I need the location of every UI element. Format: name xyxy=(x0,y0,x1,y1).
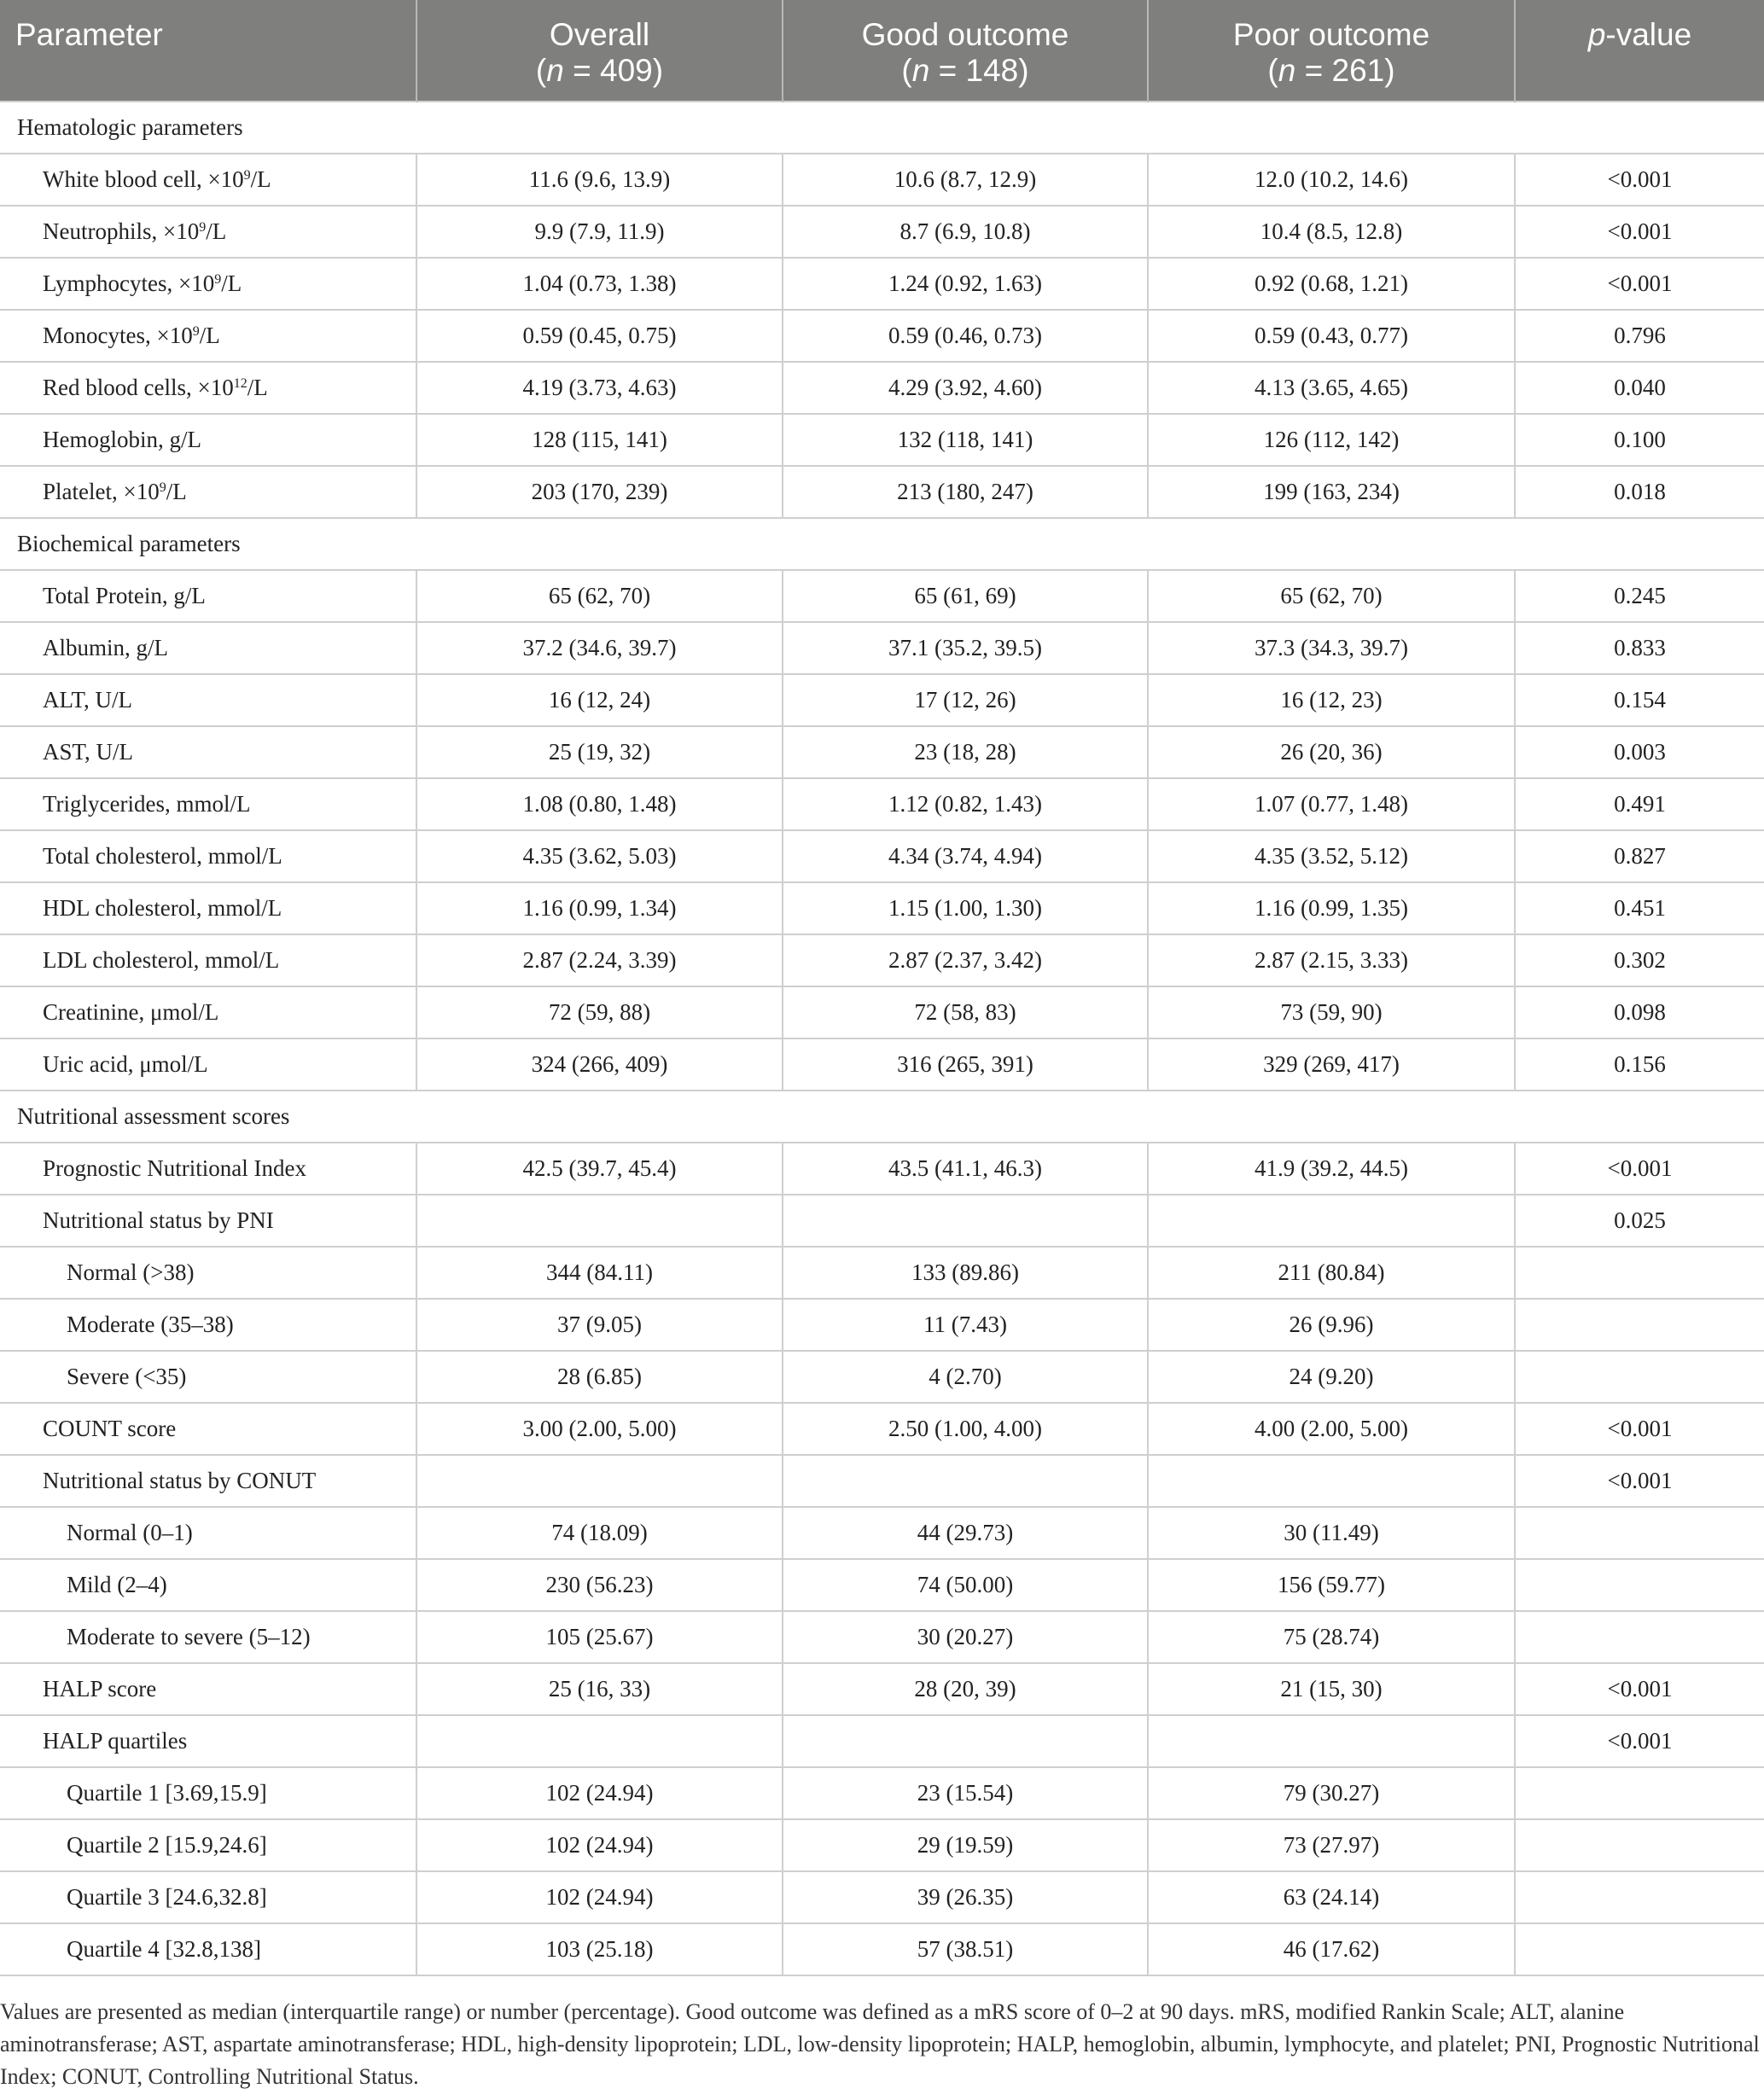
unit-suffix: /L xyxy=(247,375,268,400)
table-body xyxy=(0,102,1764,1975)
good-outcome-cell: 8.7 (6.9, 10.8) xyxy=(783,206,1148,258)
parameter-cell xyxy=(0,1247,416,1299)
parameter-cell xyxy=(0,1351,416,1403)
parameter-cell xyxy=(0,1299,416,1351)
parameter-label: Nutritional status by PNI xyxy=(43,1207,274,1233)
unit-suffix: /L xyxy=(221,270,242,296)
p-value-cell: 0.491 xyxy=(1515,778,1764,830)
good-outcome-cell: 28 (20, 39) xyxy=(783,1663,1148,1715)
good-outcome-cell xyxy=(783,1715,1148,1767)
parameter-label: Uric acid, μmol/L xyxy=(43,1051,208,1077)
section-row xyxy=(0,102,1764,154)
p-value-cell xyxy=(1515,1507,1764,1559)
section-title: Biochemical parameters xyxy=(0,518,1764,570)
table-row xyxy=(0,986,1764,1038)
good-outcome-cell: 43.5 (41.1, 46.3) xyxy=(783,1143,1148,1195)
parameter-label: Total cholesterol, mmol/L xyxy=(43,843,282,869)
parameter-cell xyxy=(0,310,416,362)
table-row xyxy=(0,830,1764,882)
unit-suffix: /L xyxy=(250,166,271,192)
overall-cell: 4.35 (3.62, 5.03) xyxy=(416,830,783,882)
good-outcome-cell: 17 (12, 26) xyxy=(783,674,1148,726)
poor-outcome-cell: 73 (27.97) xyxy=(1148,1819,1515,1871)
parameter-label: Total Protein, g/L xyxy=(43,583,206,608)
parameter-label: HALP quartiles xyxy=(43,1728,188,1754)
overall-cell: 11.6 (9.6, 13.9) xyxy=(416,154,783,206)
overall-cell: 25 (16, 33) xyxy=(416,1663,783,1715)
poor-outcome-cell: 21 (15, 30) xyxy=(1148,1663,1515,1715)
poor-outcome-cell: 211 (80.84) xyxy=(1148,1247,1515,1299)
p-value-cell: 0.003 xyxy=(1515,726,1764,778)
poor-outcome-cell: 30 (11.49) xyxy=(1148,1507,1515,1559)
overall-cell xyxy=(416,1195,783,1247)
parameter-cell xyxy=(0,1038,416,1091)
p-value-cell xyxy=(1515,1923,1764,1975)
parameter-label: Lymphocytes, ×10 xyxy=(43,270,215,296)
parameter-cell xyxy=(0,830,416,882)
subcategory-row xyxy=(0,1819,1764,1871)
good-outcome-cell: 2.87 (2.37, 3.42) xyxy=(783,934,1148,986)
poor-outcome-cell xyxy=(1148,1455,1515,1507)
table-row xyxy=(0,726,1764,778)
overall-cell: 28 (6.85) xyxy=(416,1351,783,1403)
parameter-label: Red blood cells, ×10 xyxy=(43,375,234,400)
header-good-n: (n = 148) xyxy=(901,53,1029,88)
parameter-label: Quartile 2 [15.9,24.6] xyxy=(67,1832,267,1858)
header-overall-n: (n = 409) xyxy=(535,53,664,88)
overall-cell: 37 (9.05) xyxy=(416,1299,783,1351)
unit-suffix: /L xyxy=(206,218,227,244)
header-overall xyxy=(416,0,783,102)
good-outcome-cell: 132 (118, 141) xyxy=(783,414,1148,466)
overall-cell: 102 (24.94) xyxy=(416,1819,783,1871)
poor-outcome-cell: 41.9 (39.2, 44.5) xyxy=(1148,1143,1515,1195)
good-outcome-cell: 316 (265, 391) xyxy=(783,1038,1148,1091)
header-overall-label: Overall xyxy=(549,17,650,52)
poor-outcome-cell xyxy=(1148,1715,1515,1767)
p-value-cell: <0.001 xyxy=(1515,206,1764,258)
poor-outcome-cell: 126 (112, 142) xyxy=(1148,414,1515,466)
parameter-cell xyxy=(0,466,416,518)
parameter-cell xyxy=(0,258,416,310)
overall-cell: 25 (19, 32) xyxy=(416,726,783,778)
subcategory-row xyxy=(0,1871,1764,1923)
subcategory-row xyxy=(0,1767,1764,1819)
table-row xyxy=(0,1663,1764,1715)
overall-cell: 65 (62, 70) xyxy=(416,570,783,622)
table-row xyxy=(0,570,1764,622)
p-value-cell: 0.833 xyxy=(1515,622,1764,674)
parameter-cell xyxy=(0,1403,416,1455)
table-row xyxy=(0,622,1764,674)
good-outcome-cell: 1.15 (1.00, 1.30) xyxy=(783,882,1148,934)
unit-exponent: 9 xyxy=(159,480,166,495)
overall-cell: 1.04 (0.73, 1.38) xyxy=(416,258,783,310)
header-parameter: Parameter xyxy=(0,0,416,102)
good-outcome-cell: 2.50 (1.00, 4.00) xyxy=(783,1403,1148,1455)
parameter-label: Platelet, ×10 xyxy=(43,479,160,504)
poor-outcome-cell: 26 (20, 36) xyxy=(1148,726,1515,778)
parameter-label: COUNT score xyxy=(43,1416,177,1441)
parameter-label: Prognostic Nutritional Index xyxy=(43,1155,306,1181)
overall-cell: 324 (266, 409) xyxy=(416,1038,783,1091)
p-value-cell: 0.025 xyxy=(1515,1195,1764,1247)
poor-outcome-cell: 65 (62, 70) xyxy=(1148,570,1515,622)
parameter-label: Quartile 3 [24.6,32.8] xyxy=(67,1884,267,1910)
parameter-cell xyxy=(0,1871,416,1923)
overall-cell xyxy=(416,1455,783,1507)
poor-outcome-cell: 10.4 (8.5, 12.8) xyxy=(1148,206,1515,258)
poor-outcome-cell: 4.35 (3.52, 5.12) xyxy=(1148,830,1515,882)
good-outcome-cell: 133 (89.86) xyxy=(783,1247,1148,1299)
parameter-cell xyxy=(0,1923,416,1975)
poor-outcome-cell: 73 (59, 90) xyxy=(1148,986,1515,1038)
p-value-cell: 0.098 xyxy=(1515,986,1764,1038)
parameter-label: Hemoglobin, g/L xyxy=(43,427,201,452)
overall-cell: 105 (25.67) xyxy=(416,1611,783,1663)
table-row xyxy=(0,934,1764,986)
poor-outcome-cell: 37.3 (34.3, 39.7) xyxy=(1148,622,1515,674)
poor-outcome-cell: 199 (163, 234) xyxy=(1148,466,1515,518)
header-good-label: Good outcome xyxy=(861,17,1069,52)
p-value-cell xyxy=(1515,1767,1764,1819)
poor-outcome-cell: 1.07 (0.77, 1.48) xyxy=(1148,778,1515,830)
parameter-label: HDL cholesterol, mmol/L xyxy=(43,895,282,921)
parameter-cell xyxy=(0,1195,416,1247)
good-outcome-cell: 65 (61, 69) xyxy=(783,570,1148,622)
p-value-cell: 0.827 xyxy=(1515,830,1764,882)
parameter-label: Mild (2–4) xyxy=(67,1572,167,1597)
parameter-cell xyxy=(0,986,416,1038)
overall-cell: 1.16 (0.99, 1.34) xyxy=(416,882,783,934)
poor-outcome-cell: 79 (30.27) xyxy=(1148,1767,1515,1819)
good-outcome-cell xyxy=(783,1195,1148,1247)
parameter-label: Normal (0–1) xyxy=(67,1520,193,1545)
parameter-cell xyxy=(0,1455,416,1507)
p-value-cell: <0.001 xyxy=(1515,1403,1764,1455)
good-outcome-cell: 213 (180, 247) xyxy=(783,466,1148,518)
good-outcome-cell: 4.34 (3.74, 4.94) xyxy=(783,830,1148,882)
table-row xyxy=(0,310,1764,362)
parameter-cell xyxy=(0,1507,416,1559)
table-row xyxy=(0,258,1764,310)
overall-cell: 4.19 (3.73, 4.63) xyxy=(416,362,783,414)
parameter-cell xyxy=(0,674,416,726)
parameter-cell xyxy=(0,622,416,674)
overall-cell: 103 (25.18) xyxy=(416,1923,783,1975)
table-row xyxy=(0,1195,1764,1247)
parameter-label: ALT, U/L xyxy=(43,687,132,713)
table-header xyxy=(0,0,1764,102)
good-outcome-cell: 0.59 (0.46, 0.73) xyxy=(783,310,1148,362)
p-value-cell: <0.001 xyxy=(1515,1143,1764,1195)
parameter-cell xyxy=(0,1663,416,1715)
overall-cell xyxy=(416,1715,783,1767)
table-row xyxy=(0,1143,1764,1195)
parameter-cell xyxy=(0,154,416,206)
overall-cell: 102 (24.94) xyxy=(416,1767,783,1819)
good-outcome-cell: 11 (7.43) xyxy=(783,1299,1148,1351)
parameter-cell xyxy=(0,726,416,778)
good-outcome-cell: 44 (29.73) xyxy=(783,1507,1148,1559)
parameter-label: Creatinine, μmol/L xyxy=(43,999,219,1025)
poor-outcome-cell: 0.59 (0.43, 0.77) xyxy=(1148,310,1515,362)
poor-outcome-cell: 2.87 (2.15, 3.33) xyxy=(1148,934,1515,986)
parameter-cell xyxy=(0,882,416,934)
table-row xyxy=(0,882,1764,934)
table-row xyxy=(0,1715,1764,1767)
overall-cell: 128 (115, 141) xyxy=(416,414,783,466)
good-outcome-cell: 4 (2.70) xyxy=(783,1351,1148,1403)
poor-outcome-cell: 0.92 (0.68, 1.21) xyxy=(1148,258,1515,310)
header-poor-label: Poor outcome xyxy=(1232,17,1430,52)
poor-outcome-cell: 329 (269, 417) xyxy=(1148,1038,1515,1091)
p-value-cell: 0.100 xyxy=(1515,414,1764,466)
unit-exponent: 12 xyxy=(233,376,247,391)
overall-cell: 0.59 (0.45, 0.75) xyxy=(416,310,783,362)
subcategory-row xyxy=(0,1559,1764,1611)
poor-outcome-cell: 26 (9.96) xyxy=(1148,1299,1515,1351)
good-outcome-cell: 39 (26.35) xyxy=(783,1871,1148,1923)
header-poor-n: (n = 261) xyxy=(1267,53,1395,88)
parameter-label: Severe (<35) xyxy=(67,1364,187,1389)
unit-suffix: /L xyxy=(199,323,220,348)
parameter-cell xyxy=(0,570,416,622)
parameter-label: Normal (>38) xyxy=(67,1259,195,1285)
parameter-label: HALP score xyxy=(43,1676,157,1702)
section-row xyxy=(0,1091,1764,1143)
parameter-label: Albumin, g/L xyxy=(43,635,168,660)
poor-outcome-cell: 63 (24.14) xyxy=(1148,1871,1515,1923)
good-outcome-cell: 74 (50.00) xyxy=(783,1559,1148,1611)
header-p-value: p-value xyxy=(1515,0,1764,102)
overall-cell: 72 (59, 88) xyxy=(416,986,783,1038)
good-outcome-cell: 10.6 (8.7, 12.9) xyxy=(783,154,1148,206)
p-value-cell: <0.001 xyxy=(1515,258,1764,310)
table-row xyxy=(0,674,1764,726)
p-value-cell: 0.154 xyxy=(1515,674,1764,726)
overall-cell: 37.2 (34.6, 39.7) xyxy=(416,622,783,674)
p-value-cell: 0.451 xyxy=(1515,882,1764,934)
parameter-label: Neutrophils, ×10 xyxy=(43,218,200,244)
unit-exponent: 9 xyxy=(199,220,207,235)
parameter-cell xyxy=(0,362,416,414)
good-outcome-cell: 37.1 (35.2, 39.5) xyxy=(783,622,1148,674)
p-value-cell: <0.001 xyxy=(1515,1715,1764,1767)
overall-cell: 344 (84.11) xyxy=(416,1247,783,1299)
parameter-cell xyxy=(0,1143,416,1195)
overall-cell: 3.00 (2.00, 5.00) xyxy=(416,1403,783,1455)
poor-outcome-cell: 75 (28.74) xyxy=(1148,1611,1515,1663)
parameter-label: Monocytes, ×10 xyxy=(43,323,193,348)
parameter-label: Nutritional status by CONUT xyxy=(43,1468,317,1493)
table-row xyxy=(0,206,1764,258)
table-row xyxy=(0,1403,1764,1455)
p-value-cell: <0.001 xyxy=(1515,1455,1764,1507)
overall-cell: 16 (12, 24) xyxy=(416,674,783,726)
poor-outcome-cell: 46 (17.62) xyxy=(1148,1923,1515,1975)
parameter-cell xyxy=(0,1559,416,1611)
good-outcome-cell: 72 (58, 83) xyxy=(783,986,1148,1038)
parameter-cell xyxy=(0,414,416,466)
overall-cell: 102 (24.94) xyxy=(416,1871,783,1923)
good-outcome-cell: 1.12 (0.82, 1.43) xyxy=(783,778,1148,830)
table-row xyxy=(0,778,1764,830)
p-value-cell: 0.302 xyxy=(1515,934,1764,986)
poor-outcome-cell: 4.00 (2.00, 5.00) xyxy=(1148,1403,1515,1455)
good-outcome-cell: 30 (20.27) xyxy=(783,1611,1148,1663)
good-outcome-cell: 4.29 (3.92, 4.60) xyxy=(783,362,1148,414)
overall-cell: 9.9 (7.9, 11.9) xyxy=(416,206,783,258)
unit-exponent: 9 xyxy=(243,168,251,183)
unit-exponent: 9 xyxy=(214,272,222,287)
overall-cell: 203 (170, 239) xyxy=(416,466,783,518)
good-outcome-cell: 1.24 (0.92, 1.63) xyxy=(783,258,1148,310)
poor-outcome-cell: 16 (12, 23) xyxy=(1148,674,1515,726)
parameter-label: Moderate to severe (5–12) xyxy=(67,1624,311,1649)
subcategory-row xyxy=(0,1247,1764,1299)
overall-cell: 42.5 (39.7, 45.4) xyxy=(416,1143,783,1195)
parameter-cell xyxy=(0,778,416,830)
p-value-cell xyxy=(1515,1247,1764,1299)
parameter-cell xyxy=(0,934,416,986)
parameter-label: LDL cholesterol, mmol/L xyxy=(43,947,280,973)
parameter-cell xyxy=(0,1611,416,1663)
table-row xyxy=(0,154,1764,206)
section-title: Hematologic parameters xyxy=(0,102,1764,154)
table-row xyxy=(0,362,1764,414)
subcategory-row xyxy=(0,1611,1764,1663)
parameter-label: Quartile 1 [3.69,15.9] xyxy=(67,1780,267,1806)
parameter-cell xyxy=(0,1767,416,1819)
table-row xyxy=(0,466,1764,518)
p-value-cell: 0.040 xyxy=(1515,362,1764,414)
good-outcome-cell xyxy=(783,1455,1148,1507)
good-outcome-cell: 57 (38.51) xyxy=(783,1923,1148,1975)
header-good-outcome xyxy=(783,0,1148,102)
p-value-cell xyxy=(1515,1819,1764,1871)
parameter-cell xyxy=(0,1819,416,1871)
header-row xyxy=(0,0,1764,102)
parameter-cell xyxy=(0,206,416,258)
poor-outcome-cell: 24 (9.20) xyxy=(1148,1351,1515,1403)
poor-outcome-cell: 156 (59.77) xyxy=(1148,1559,1515,1611)
parameter-label: Triglycerides, mmol/L xyxy=(43,791,251,817)
overall-cell: 1.08 (0.80, 1.48) xyxy=(416,778,783,830)
good-outcome-cell: 23 (18, 28) xyxy=(783,726,1148,778)
overall-cell: 230 (56.23) xyxy=(416,1559,783,1611)
table-row xyxy=(0,1038,1764,1091)
subcategory-row xyxy=(0,1351,1764,1403)
p-value-cell: 0.156 xyxy=(1515,1038,1764,1091)
p-value-cell xyxy=(1515,1871,1764,1923)
unit-suffix: /L xyxy=(166,479,187,504)
parameter-label: Quartile 4 [32.8,138] xyxy=(67,1936,261,1962)
poor-outcome-cell: 12.0 (10.2, 14.6) xyxy=(1148,154,1515,206)
subcategory-row xyxy=(0,1299,1764,1351)
p-value-cell xyxy=(1515,1559,1764,1611)
poor-outcome-cell: 1.16 (0.99, 1.35) xyxy=(1148,882,1515,934)
p-value-cell xyxy=(1515,1351,1764,1403)
section-row xyxy=(0,518,1764,570)
table-row xyxy=(0,1455,1764,1507)
p-value-cell xyxy=(1515,1611,1764,1663)
good-outcome-cell: 23 (15.54) xyxy=(783,1767,1148,1819)
table-footnote: Values are presented as median (interquartile range) or number (percentage). Good outcome was defined as a mRS score of 0–2 at 90 days. mRS, modified Rankin Scale; ALT, alanine aminotransferase; AST, aspartate aminotransferase; HDL, high-density lipoprotein; LDL, low-density lipoprotein; HALP, hemoglobin, albumin, lymphocyte, and platelet; PNI, Prognostic Nutritional Index; CONUT, Controlling Nutritional Status. xyxy=(0,1999,1760,2089)
parameter-cell xyxy=(0,1715,416,1767)
good-outcome-cell: 29 (19.59) xyxy=(783,1819,1148,1871)
p-value-cell xyxy=(1515,1299,1764,1351)
subcategory-row xyxy=(0,1923,1764,1975)
p-value-cell: 0.796 xyxy=(1515,310,1764,362)
parameter-label: AST, U/L xyxy=(43,739,133,765)
unit-exponent: 9 xyxy=(192,324,200,339)
p-value-cell: <0.001 xyxy=(1515,1663,1764,1715)
poor-outcome-cell: 4.13 (3.65, 4.65) xyxy=(1148,362,1515,414)
poor-outcome-cell xyxy=(1148,1195,1515,1247)
p-value-cell: 0.018 xyxy=(1515,466,1764,518)
overall-cell: 74 (18.09) xyxy=(416,1507,783,1559)
parameter-label: Moderate (35–38) xyxy=(67,1312,234,1337)
p-value-cell: <0.001 xyxy=(1515,154,1764,206)
subcategory-row xyxy=(0,1507,1764,1559)
header-poor-outcome xyxy=(1148,0,1515,102)
table-row xyxy=(0,414,1764,466)
section-title: Nutritional assessment scores xyxy=(0,1091,1764,1143)
p-value-cell: 0.245 xyxy=(1515,570,1764,622)
parameter-label: White blood cell, ×10 xyxy=(43,166,244,192)
overall-cell: 2.87 (2.24, 3.39) xyxy=(416,934,783,986)
